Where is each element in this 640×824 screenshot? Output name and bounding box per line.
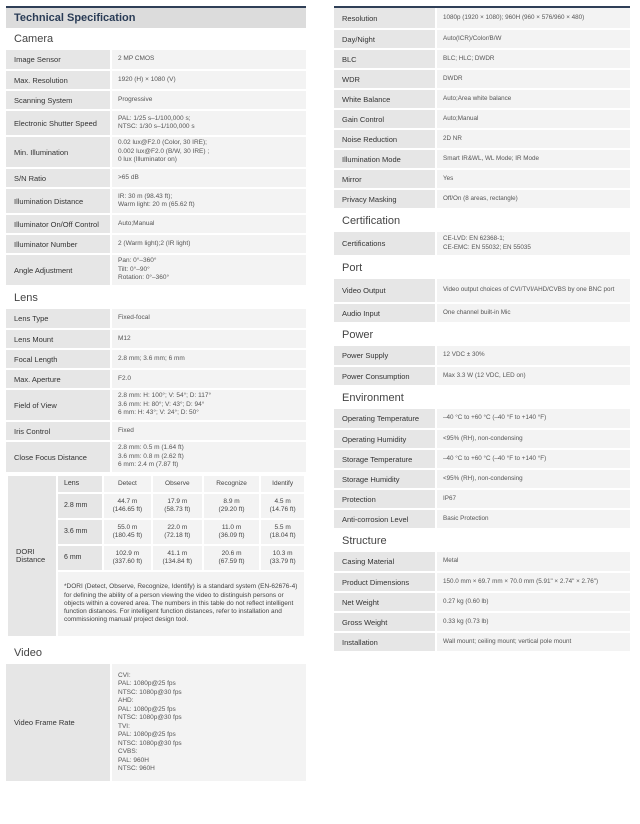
spec-key: Max. Aperture xyxy=(6,369,111,389)
spec-value: F2.0 xyxy=(111,369,306,389)
section-structure: Structure xyxy=(334,530,630,552)
spec-value: –40 °C to +60 °C (–40 °F to +140 °F) xyxy=(436,409,630,429)
dori-header: Identify xyxy=(260,475,305,493)
spec-value: Progressive xyxy=(111,90,306,110)
spec-value: 0.33 kg (0.73 lb) xyxy=(436,612,630,632)
power-table xyxy=(334,346,630,387)
spec-value: Yes xyxy=(436,169,630,189)
dori-value: 4.5 m (14.76 ft) xyxy=(260,493,305,519)
video-table xyxy=(6,664,306,783)
section-port: Port xyxy=(334,257,630,279)
section-power: Power xyxy=(334,324,630,346)
dori-header: Recognize xyxy=(203,475,260,493)
spec-key: Min. Illumination xyxy=(6,136,111,168)
spec-value: Auto;Manual xyxy=(436,109,630,129)
dori-lens: 2.8 mm xyxy=(57,493,103,519)
spec-value: Auto(ICR)/Color/B/W xyxy=(436,29,630,49)
spec-value: 2.8 mm; 3.6 mm; 6 mm xyxy=(111,349,306,369)
spec-value: Pan: 0°–360° Tilt: 0°–90° Rotation: 0°–360° xyxy=(111,254,306,286)
section-environment: Environment xyxy=(334,387,630,409)
spec-value: 2 (Warm light);2 (IR light) xyxy=(111,234,306,254)
dori-value: 11.0 m (36.09 ft) xyxy=(203,519,260,545)
page-title: Technical Specification xyxy=(6,6,306,28)
spec-key: Electronic Shutter Speed xyxy=(6,110,111,136)
spec-key: Anti-corrosion Level xyxy=(334,509,436,529)
spec-key: Iris Control xyxy=(6,421,111,441)
spec-value: IR: 30 m (98.43 ft); Warm light: 20 m (65.62 ft) xyxy=(111,188,306,214)
spec-key: Max. Resolution xyxy=(6,70,111,90)
spec-key: Image Sensor xyxy=(6,50,111,70)
spec-key: Operating Temperature xyxy=(334,409,436,429)
table-row xyxy=(334,129,630,149)
table-row xyxy=(334,346,630,366)
section-video: Video xyxy=(6,642,306,664)
table-row xyxy=(334,509,630,529)
table-row xyxy=(334,469,630,489)
dori-value: 22.0 m (72.18 ft) xyxy=(152,519,203,545)
spec-value: DWDR xyxy=(436,69,630,89)
spec-value: 2D NR xyxy=(436,129,630,149)
table-row xyxy=(6,254,306,286)
spec-key: Mirror xyxy=(334,169,436,189)
spec-value: Video output choices of CVI/TVI/AHD/CVBS by one BNC port xyxy=(436,279,630,303)
structure-table xyxy=(334,552,630,653)
spec-key: Casing Material xyxy=(334,552,436,572)
dori-lens: 6 mm xyxy=(57,545,103,571)
spec-key: Noise Reduction xyxy=(334,129,436,149)
table-row xyxy=(6,329,306,349)
spec-value: Fixed-focal xyxy=(111,309,306,329)
dori-note: *DORI (Detect, Observe, Recognize, Identify) is a standard system (EN-62676-4) for defining the ability of a person viewing the video to distinguish persons or objects within a covered area. The numbers in this table do not reflect intelligent function distances. For intelligent function distances, refer to installation and commissioning manual/ project design tool. xyxy=(57,571,305,637)
dori-value: 5.5 m (18.04 ft) xyxy=(260,519,305,545)
table-row xyxy=(6,664,306,782)
spec-value: M12 xyxy=(111,329,306,349)
table-row xyxy=(6,168,306,188)
table-row xyxy=(6,309,306,329)
table-row xyxy=(334,189,630,209)
dori-value: 10.3 m (33.79 ft) xyxy=(260,545,305,571)
spec-key: Gross Weight xyxy=(334,612,436,632)
table-row xyxy=(6,70,306,90)
certification-table xyxy=(334,232,630,257)
table-row xyxy=(334,232,630,256)
right-column xyxy=(334,6,630,653)
camera-table xyxy=(6,50,306,287)
spec-key: Storage Temperature xyxy=(334,449,436,469)
dori-header: Detect xyxy=(103,475,152,493)
spec-key: WDR xyxy=(334,69,436,89)
spec-value: Smart IR&WL, WL Mode; IR Mode xyxy=(436,149,630,169)
spec-key: Lens Type xyxy=(6,309,111,329)
left-column xyxy=(6,6,306,783)
spec-key: Installation xyxy=(334,632,436,652)
table-row xyxy=(6,234,306,254)
spec-value: Wall mount; ceiling mount; vertical pole mount xyxy=(436,632,630,652)
spec-key: Product Dimensions xyxy=(334,572,436,592)
spec-key: S/N Ratio xyxy=(6,168,111,188)
dori-value: 102.9 m (337.60 ft) xyxy=(103,545,152,571)
spec-key: Illuminator On/Off Control xyxy=(6,214,111,234)
spec-key: Privacy Masking xyxy=(334,189,436,209)
table-row xyxy=(6,214,306,234)
dori-value: 44.7 m (146.65 ft) xyxy=(103,493,152,519)
spec-value: 1920 (H) × 1080 (V) xyxy=(111,70,306,90)
table-row xyxy=(334,89,630,109)
spec-key: Field of View xyxy=(6,389,111,421)
table-row xyxy=(334,489,630,509)
spec-key: Power Consumption xyxy=(334,366,436,386)
spec-key: Scanning System xyxy=(6,90,111,110)
spec-key: Lens Mount xyxy=(6,329,111,349)
spec-key: BLC xyxy=(334,49,436,69)
spec-value: 150.0 mm × 69.7 mm × 70.0 mm (5.91" × 2.74" × 2.76") xyxy=(436,572,630,592)
table-row xyxy=(334,449,630,469)
spec-key: Illumination Mode xyxy=(334,149,436,169)
table-row xyxy=(334,109,630,129)
spec-key: Focal Length xyxy=(6,349,111,369)
table-row xyxy=(334,303,630,323)
table-row xyxy=(334,632,630,652)
dori-value: 55.0 m (180.45 ft) xyxy=(103,519,152,545)
dori-table xyxy=(6,474,306,638)
table-row xyxy=(6,421,306,441)
section-camera: Camera xyxy=(6,28,306,50)
spec-value: IP67 xyxy=(436,489,630,509)
spec-value: BLC; HLC; DWDR xyxy=(436,49,630,69)
table-row xyxy=(6,441,306,473)
spec-key: Net Weight xyxy=(334,592,436,612)
spec-value: 2 MP CMOS xyxy=(111,50,306,70)
table-row xyxy=(334,429,630,449)
table-row xyxy=(6,50,306,70)
spec-value: Metal xyxy=(436,552,630,572)
spec-value: 2.8 mm: 0.5 m (1.64 ft) 3.6 mm: 0.8 m (2.62 ft) 6 mm: 2.4 m (7.87 ft) xyxy=(111,441,306,473)
spec-value: Max 3.3 W (12 VDC, LED on) xyxy=(436,366,630,386)
spec-key: Illumination Distance xyxy=(6,188,111,214)
table-row xyxy=(6,349,306,369)
spec-key: Angle Adjustment xyxy=(6,254,111,286)
table-row xyxy=(6,369,306,389)
table-row xyxy=(334,49,630,69)
spec-value: One channel built-in Mic xyxy=(436,303,630,323)
dori-value: 41.1 m (134.84 ft) xyxy=(152,545,203,571)
spec-value: PAL: 1/25 s–1/100,000 s; NTSC: 1/30 s–1/100,000 s xyxy=(111,110,306,136)
table-row xyxy=(6,110,306,136)
section-certification: Certification xyxy=(334,210,630,232)
spec-key: Audio Input xyxy=(334,303,436,323)
dori-header: Lens xyxy=(57,475,103,493)
environment-table xyxy=(334,409,630,530)
table-row xyxy=(334,592,630,612)
spec-value: 0.27 kg (0.60 lb) xyxy=(436,592,630,612)
table-row xyxy=(6,136,306,168)
spec-value: CE-LVD: EN 62368-1; CE-EMC: EN 55032; EN 55035 xyxy=(436,232,630,256)
spec-key: Gain Control xyxy=(334,109,436,129)
spec-value: 1080p (1920 × 1080); 960H (960 × 576/960 × 480) xyxy=(436,8,630,29)
spec-key: Video Output xyxy=(334,279,436,303)
spec-value: Auto;Manual xyxy=(111,214,306,234)
spec-key: Power Supply xyxy=(334,346,436,366)
table-row xyxy=(334,8,630,29)
dori-value: 20.6 m (67.59 ft) xyxy=(203,545,260,571)
spec-key: Protection xyxy=(334,489,436,509)
table-row xyxy=(334,149,630,169)
spec-value: Auto;Area white balance xyxy=(436,89,630,109)
spec-value: <95% (RH), non-condensing xyxy=(436,429,630,449)
section-lens: Lens xyxy=(6,287,306,309)
spec-value: 12 VDC ± 30% xyxy=(436,346,630,366)
spec-value: 2.8 mm: H: 100°; V: 54°; D: 117° 3.6 mm: H: 80°; V: 43°; D: 94° 6 mm: H: 43°; V: 24°; D: 50° xyxy=(111,389,306,421)
spec-value: Basic Protection xyxy=(436,509,630,529)
dori-label: DORI Distance xyxy=(7,475,57,637)
spec-key: Storage Humidity xyxy=(334,469,436,489)
spec-value: 0.02 lux@F2.0 (Color, 30 IRE); 0.002 lux@F2.0 (B/W, 30 IRE) ; 0 lux (Illuminator on) xyxy=(111,136,306,168)
table-row xyxy=(334,169,630,189)
table-row xyxy=(334,612,630,632)
spec-key: Illuminator Number xyxy=(6,234,111,254)
spec-value: >65 dB xyxy=(111,168,306,188)
spec-value: CVI: PAL: 1080p@25 fps NTSC: 1080p@30 fps AHD: PAL: 1080p@25 fps NTSC: 1080p@30 fps TVI: PAL: 1080p@25 fps NTSC: 1080p@30 fps CVBS: PAL: 960H NTSC: 960H xyxy=(111,664,306,782)
table-row xyxy=(334,572,630,592)
table-row xyxy=(6,188,306,214)
lens-table xyxy=(6,309,306,474)
table-row xyxy=(334,366,630,386)
dori-value: 8.9 m (29.20 ft) xyxy=(203,493,260,519)
table-row xyxy=(6,389,306,421)
table-row xyxy=(6,90,306,110)
spec-key: Video Frame Rate xyxy=(6,664,111,782)
spec-key: Day/Night xyxy=(334,29,436,49)
table-row xyxy=(334,552,630,572)
spec-key: Operating Humidity xyxy=(334,429,436,449)
spec-key: Close Focus Distance xyxy=(6,441,111,473)
spec-key: Resolution xyxy=(334,8,436,29)
dori-lens: 3.6 mm xyxy=(57,519,103,545)
table-row xyxy=(334,29,630,49)
spec-key: Certifications xyxy=(334,232,436,256)
spec-value: Fixed xyxy=(111,421,306,441)
spec-value: –40 °C to +60 °C (–40 °F to +140 °F) xyxy=(436,449,630,469)
spec-value: Off/On (8 areas, rectangle) xyxy=(436,189,630,209)
table-row xyxy=(334,279,630,303)
port-table xyxy=(334,279,630,324)
table-row xyxy=(334,69,630,89)
table-row xyxy=(334,409,630,429)
video-cont-table xyxy=(334,8,630,210)
spec-value: <95% (RH), non-condensing xyxy=(436,469,630,489)
spec-key: White Balance xyxy=(334,89,436,109)
dori-header: Observe xyxy=(152,475,203,493)
dori-value: 17.9 m (58.73 ft) xyxy=(152,493,203,519)
